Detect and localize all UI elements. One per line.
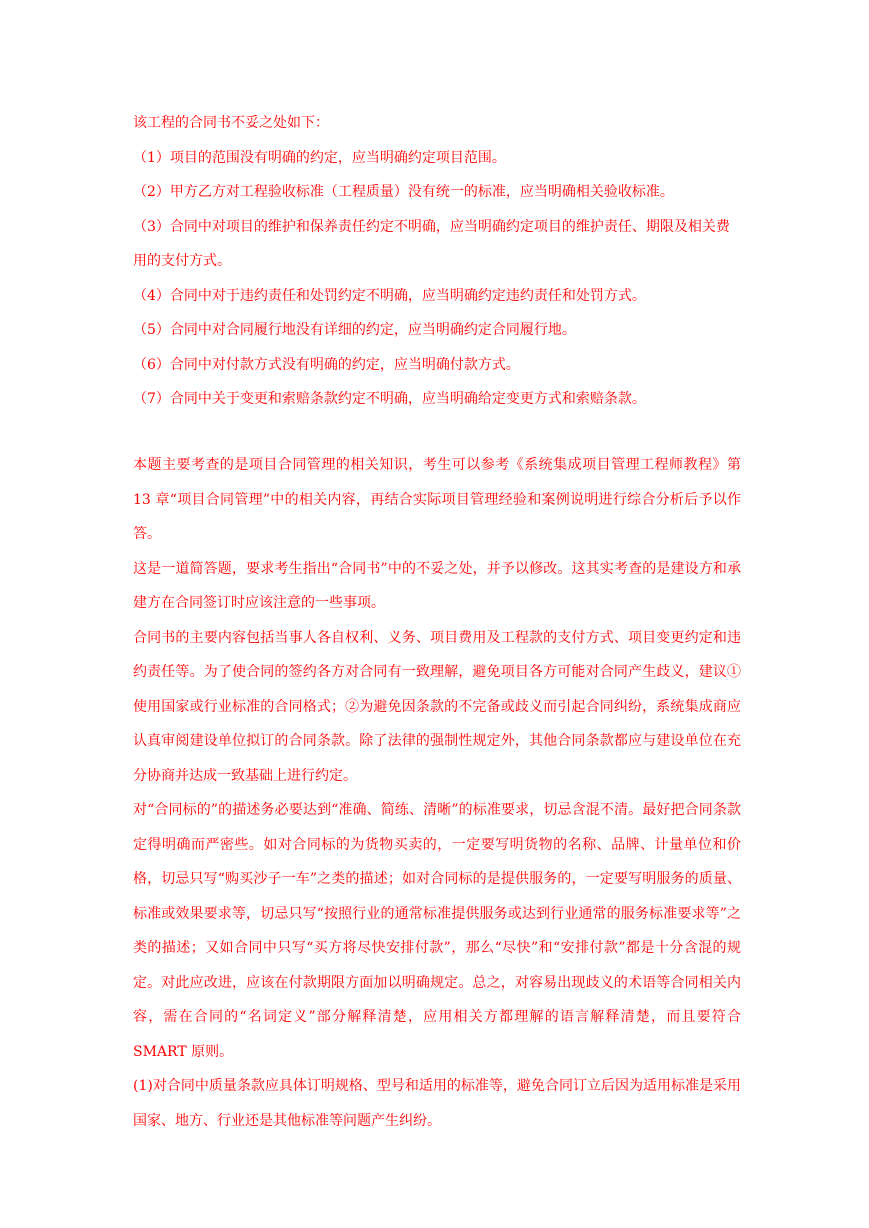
answer-item: （2）甲方乙方对工程验收标准（工程质量）没有统一的标准，应当明确相关验收标准。: [133, 184, 674, 200]
explanation-paragraph: 合同书的主要内容包括当事人各自权利、义务、项目费用及工程款的支付方式、项目变更约定和违约责任等。为了使合同的签约各方对合同有一致理解，避免项目各方可能对合同产生歧义，建议①使用国家或行业标准的合同格式；②为避免因条款的不完备或歧义而引起合同纠纷，系统集成商应认真审阅建设单位拟订的合同条款。除了法律的强制性规定外，其他合同条款都应与建设单位在充分协商并达成一致基础上进行约定。: [133, 629, 741, 784]
answer-item: （5）合同中对合同履行地没有详细的约定，应当明确约定合同履行地。: [133, 322, 576, 338]
answer-item: （1）项目的范围没有明确的约定，应当明确约定项目范围。: [133, 149, 506, 166]
answer-heading: 该工程的合同书不妥之处如下：: [133, 115, 329, 131]
explanation-paragraph: 这是一道简答题，要求考生指出“合同书”中的不妥之处，并予以修改。这其实考查的是建设方和承建方在合同签订时应该注意的一些事项。: [133, 560, 741, 611]
answer-item: （3）合同中对项目的维护和保养责任约定不明确，应当明确约定项目的维护责任、期限及相关费用的支付方式。: [133, 218, 730, 269]
answer-section: [133, 106, 741, 417]
explanation-section: [133, 448, 741, 1138]
answer-item: （4）合同中对于违约责任和处罚约定不明确，应当明确约定违约责任和处罚方式。: [133, 287, 646, 304]
explanation-paragraph: 对“合同标的”的描述务必要达到“准确、简练、清晰”的标准要求，切忌含混不清。最好把合同条款定得明确而严密些。如对合同标的为货物买卖的，一定要写明货物的名称、品牌、计量单位和价格，切忌只写“购买沙子一车”之类的描述；如对合同标的是提供服务的，一定要写明服务的质量、标准或效果要求等，切忌只写“按照行业的通常标准提供服务或达到行业通常的服务标准要求等”之类的描述；又如合同中只写“买方将尽快安排付款”，那么“尽快”和“安排付款”都是十分含混的规定。对此应改进，应该在付款期限方面加以明确规定。总之，对容易出现歧义的术语等合同相关内容，需在合同的“名词定义”部分解释清楚，应用相关方都理解的语言解释清楚，而且要符合 SMART 原则。: [133, 802, 741, 1060]
answer-item: （6）合同中对付款方式没有明确的约定，应当明确付款方式。: [133, 356, 520, 373]
answer-item: （7）合同中关于变更和索赔条款约定不明确，应当明确给定变更方式和索赔条款。: [133, 391, 646, 407]
explanation-paragraph: 本题主要考查的是项目合同管理的相关知识，考生可以参考《系统集成项目管理工程师教程》第 13 章“项目合同管理”中的相关内容，再结合实际项目管理经验和案例说明进行综合分析后予以作答。: [133, 457, 741, 542]
explanation-paragraph: (1)对合同中质量条款应具体订明规格、型号和适用的标准等，避免合同订立后因为适用标准是采用国家、地方、行业还是其他标准等问题产生纠纷。: [133, 1078, 741, 1129]
